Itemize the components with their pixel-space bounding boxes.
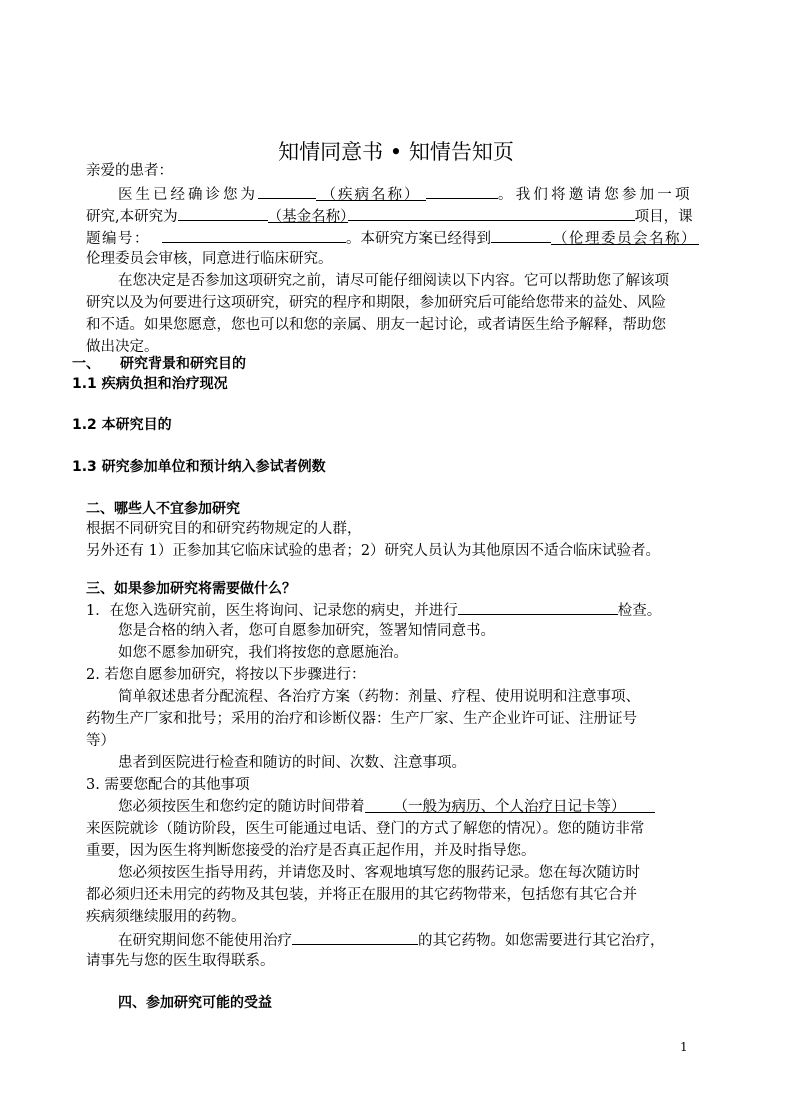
section-3-item-3-p3-line-2: 请事先与您的医生取得联系。 (86, 953, 275, 969)
section-3-item-2: 2. 若您自愿参加研究，将按以下步骤进行： (86, 667, 366, 683)
section-3-item-3-p3: 在研究期间您不能使用治疗 的其它药物。如您需要进行其它治疗， (118, 928, 665, 952)
section-2-title: 二、哪些人不宜参加研究 (86, 501, 240, 517)
page-number: 1 (680, 1040, 688, 1054)
p1-line-4: 伦理委员会审核，同意进行临床研究。 (86, 251, 333, 267)
greeting: 亲爱的患者： (86, 163, 173, 179)
p1-line-2: 研究,本研究为 （基金名称） 项目，课 (86, 204, 716, 228)
treatment-field[interactable] (292, 928, 418, 945)
fund-blank-lead[interactable] (178, 204, 268, 221)
section-3-item-2-line-3: 等） (86, 733, 115, 749)
p2-line-2: 研究以及为何要进行这项研究，研究的程序和期限，参加研究后可能给您带来的益处、风险 (86, 295, 666, 311)
ethics-blank-lead[interactable] (491, 226, 551, 243)
section-3-item-3-p1: 您必须按医生和您约定的随访时间带着 （一般为病历、个人治疗日记卡等） (118, 796, 655, 818)
section-1-1-heading: 1.1 疾病负担和治疗现况 (72, 376, 228, 392)
p2-line-3: 和不适。如果您愿意，您也可以和您的亲属、朋友一起讨论，或者请医生给予解释，帮助您 (86, 317, 666, 333)
disease-blank-lead[interactable] (258, 182, 316, 199)
section-3-item-1: 1．在您入选研究前，医生将询问、记录您的病史，并进行 检查。 (86, 598, 661, 622)
section-3-item-3-p1-line-2: 来医院就诊（随访阶段，医生可能通过电话、登门的方式了解您的情况）。您的随访非常 (86, 821, 645, 837)
section-3-item-3-p2-line-3: 疾病须继续服用的药物。 (86, 909, 246, 925)
section-1-title: 研究背景和研究目的 (120, 356, 246, 372)
section-3-item-1-line-2: 您是合格的纳入者，您可自愿参加研究，签署知情同意书。 (118, 623, 495, 639)
p2-line-4: 做出决定。 (86, 339, 159, 355)
visit-items-field[interactable]: （一般为病历、个人治疗日记卡等） (365, 796, 655, 813)
disease-name-field[interactable]: （疾病名称） (316, 184, 426, 201)
p1-line-3: 题编号： 。本研究方案已经得到 （伦理委员会名称） (86, 226, 718, 250)
section-3-title: 三、如果参加研究将需要做什么？ (86, 581, 296, 597)
section-2-line-1: 根据不同研究目的和研究药物规定的人群， (86, 521, 362, 537)
section-1-2-heading: 1.2 本研究目的 (72, 417, 172, 433)
section-2-line-2: 另外还有 1）正参加其它临床试验的患者；2）研究人员认为其他原因不适合临床试验者。 (86, 543, 661, 559)
section-1-number: 一、 (72, 356, 100, 372)
document-title: 知情同意书 • 知情告知页 (278, 140, 514, 164)
disease-blank-tail[interactable] (426, 182, 498, 199)
fund-blank-tail[interactable] (348, 204, 635, 221)
p1-line-1-b: 。我们将邀请您参加一项 (498, 187, 693, 203)
p1-line-1 (118, 182, 714, 206)
exam-field[interactable] (458, 598, 618, 615)
section-3-item-2-line-2: 药物生产厂家和批号；采用的治疗和诊断仪器：生产厂家、生产企业许可证、注册证号 (86, 711, 637, 727)
section-3-item-3: 3. 需要您配合的其他事项 (86, 777, 250, 793)
project-code-field[interactable] (162, 226, 346, 243)
p1-line-1-a: 医生已经确诊您为 (118, 187, 258, 203)
section-3-item-1-line-3: 如您不愿参加研究，我们将按您的意愿施治。 (118, 645, 408, 661)
section-3-item-3-p2-line-2: 都必须归还未用完的药物及其包装，并将正在服用的其它药物带来，包括您有其它合并 (86, 887, 637, 903)
ethics-committee-field[interactable]: （伦理委员会名称） (551, 228, 699, 245)
section-3-item-2-line-4: 患者到医院进行检查和随访的时间、次数、注意事项。 (118, 755, 466, 771)
section-4-title: 四、参加研究可能的受益 (118, 995, 272, 1011)
section-3-item-3-p2-line-1: 您必须按医生指导用药，并请您及时、客观地填写您的服药记录。您在每次随访时 (118, 865, 640, 881)
section-1-3-heading: 1.3 研究参加单位和预计纳入参试者例数 (72, 459, 326, 475)
section-3-item-2-line-1: 简单叙述患者分配流程、各治疗方案（药物：剂量、疗程、使用说明和注意事项、 (118, 689, 640, 705)
section-3-item-3-p1-line-3: 重要，因为医生将判断您接受的治疗是否真正起作用，并及时指导您。 (86, 843, 536, 859)
p2-line-1: 在您决定是否参加这项研究之前，请尽可能仔细阅读以下内容。它可以帮助您了解该项 (118, 273, 669, 289)
fund-name-field[interactable]: （基金名称） (268, 206, 348, 223)
